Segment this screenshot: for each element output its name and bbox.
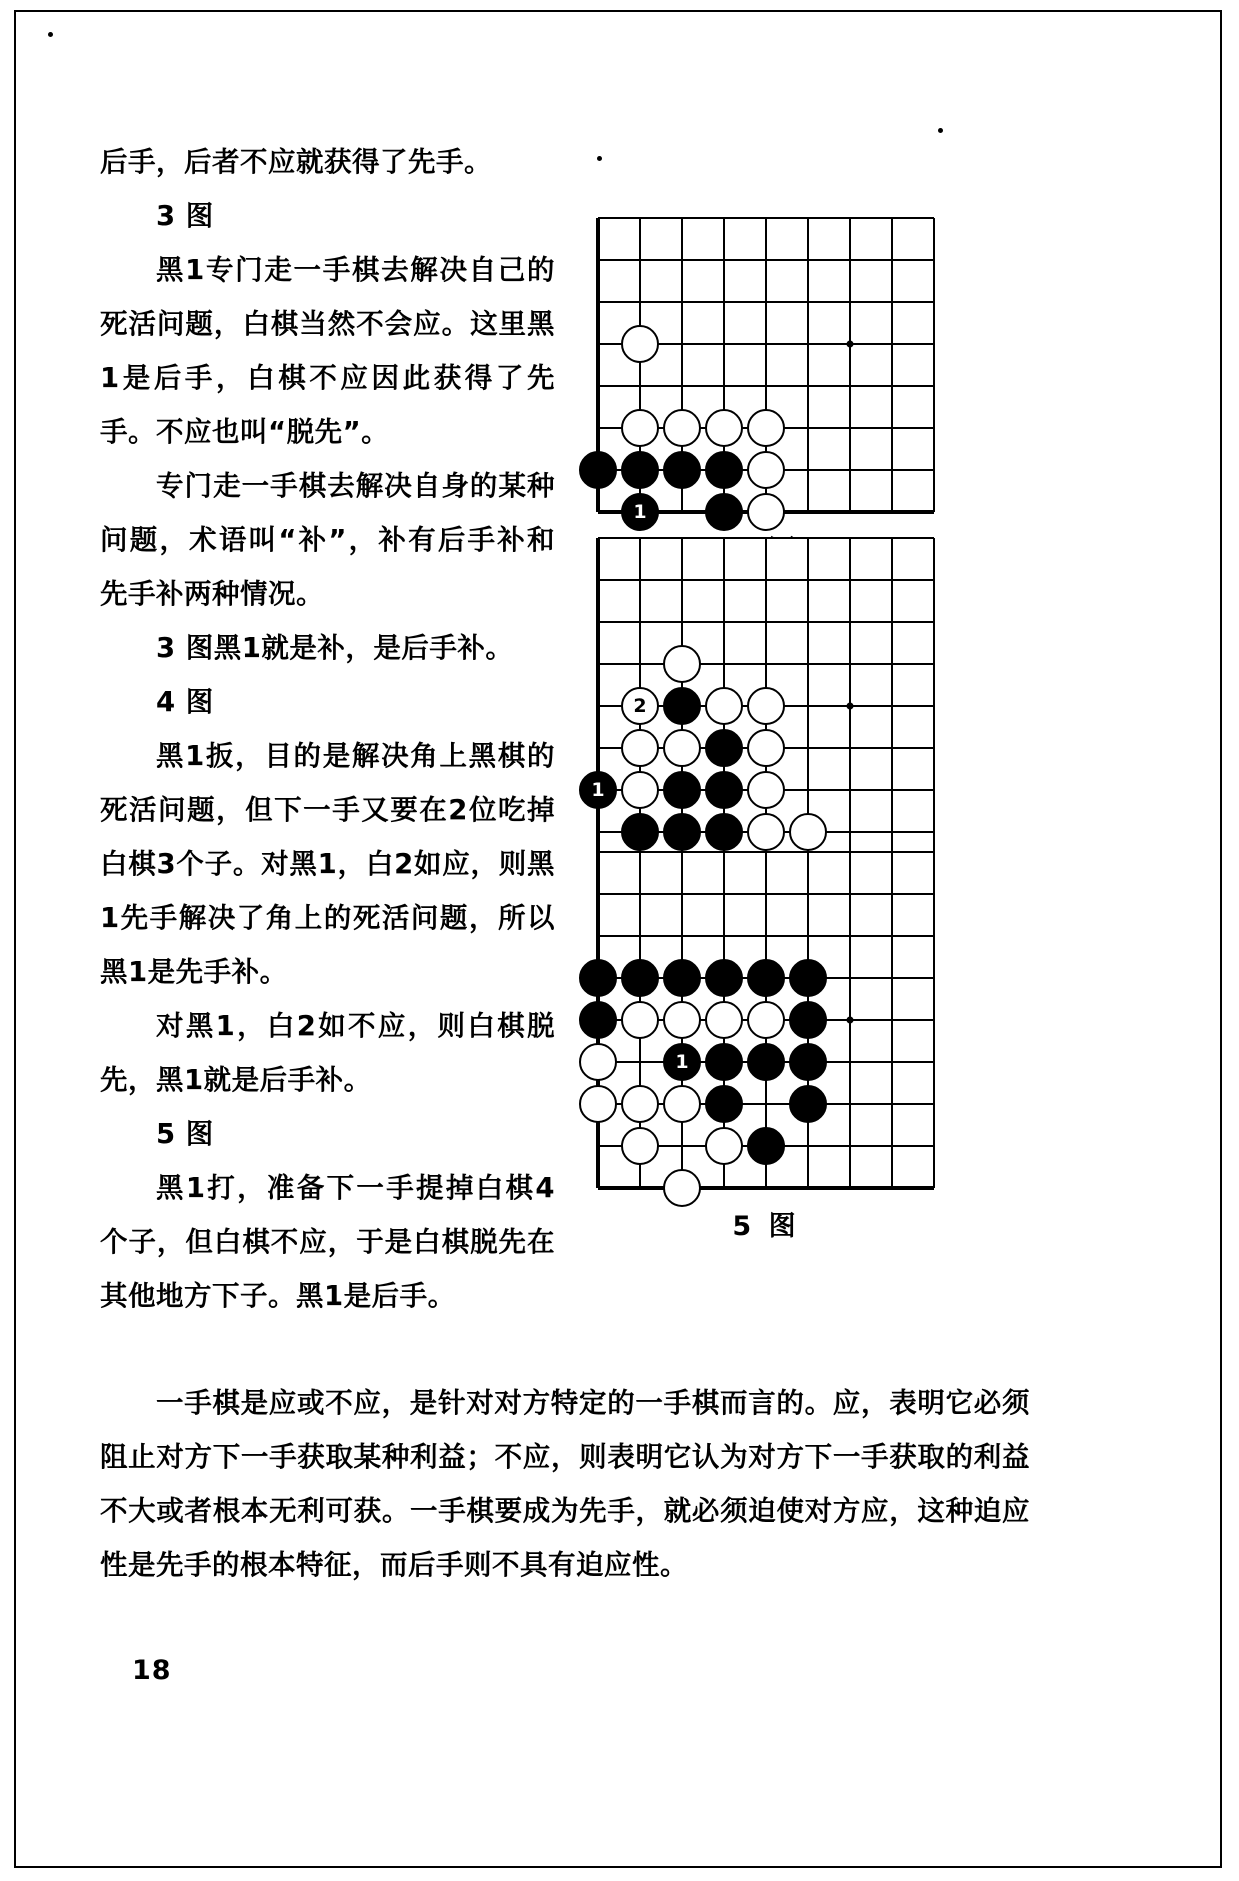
p-bu-definition: 专门走一手棋去解决自身的某种问题，术语叫“补”，补有后手补和先手补两种情况。: [100, 470, 555, 610]
black-stone: [579, 959, 617, 997]
white-stone: [747, 729, 785, 767]
black-stone: [705, 451, 743, 489]
white-stone: [663, 729, 701, 767]
hoshi-point: [847, 1017, 854, 1024]
black-stone: [705, 493, 743, 531]
p-fig4-alt: 对黑1，白2如不应，则白棋脱先，黑1就是后手补。: [100, 1010, 555, 1096]
diagram-4-board: [591, 538, 934, 874]
board-grid-line-vertical: [933, 538, 935, 874]
page-number: 18: [132, 1655, 172, 1686]
board-grid-line-vertical: [891, 538, 893, 874]
white-stone: [747, 771, 785, 809]
white-stone: [621, 729, 659, 767]
white-stone: [621, 1127, 659, 1165]
black-stone: [579, 771, 617, 809]
scan-speck: [938, 128, 943, 133]
black-stone: [621, 493, 659, 531]
diagram-3: [598, 218, 934, 523]
black-stone: [705, 771, 743, 809]
black-stone: [705, 959, 743, 997]
diagram-4: [591, 538, 934, 874]
stone-move-number: 2: [633, 694, 647, 717]
black-stone: [663, 451, 701, 489]
black-stone: [663, 813, 701, 851]
fig3-label: 3 图: [156, 200, 214, 232]
white-stone: [747, 451, 785, 489]
white-stone: [663, 409, 701, 447]
white-stone: [621, 325, 659, 363]
diagram-5: [598, 852, 934, 1242]
black-stone: [705, 1085, 743, 1123]
board-grid-line-vertical: [807, 218, 809, 512]
stone-move-number: 1: [591, 778, 605, 801]
board-grid-line-vertical: [933, 218, 935, 512]
black-stone: [747, 1043, 785, 1081]
black-stone: [579, 451, 617, 489]
black-stone: [747, 959, 785, 997]
white-stone: [621, 687, 659, 725]
black-stone: [663, 959, 701, 997]
fig3-body: 黑1专门走一手棋去解决自己的死活问题，白棋当然不会应。这里黑1是后手，白棋不应因此获得了先手。不应也叫“脱先”。: [100, 254, 555, 448]
white-stone: [747, 687, 785, 725]
board-grid-line-vertical: [596, 538, 600, 874]
hoshi-point: [847, 341, 854, 348]
scan-speck: [48, 32, 53, 37]
black-stone: [705, 1043, 743, 1081]
fig4-body: 黑1扳，目的是解决角上黑棋的死活问题，但下一手又要在2位吃掉白棋3个子。对黑1，白2如应，则黑1先手解决了角上的死活问题，所以黑1是先手补。: [100, 740, 555, 988]
scan-speck: [597, 156, 602, 161]
white-stone: [747, 409, 785, 447]
white-stone: [747, 1001, 785, 1039]
white-stone: [705, 1001, 743, 1039]
main-text-column: [100, 135, 555, 1323]
hoshi-point: [847, 703, 854, 710]
black-stone: [621, 451, 659, 489]
black-stone: [621, 813, 659, 851]
fig4-label: 4 图: [156, 686, 214, 718]
black-stone: [663, 687, 701, 725]
black-stone: [705, 813, 743, 851]
board-grid-line-vertical: [849, 218, 851, 512]
fig5-body: 黑1打，准备下一手提掉白棋4个子，但白棋不应，于是白棋脱先在其他地方下子。黑1是后手。: [100, 1172, 555, 1312]
fig5-label: 5 图: [156, 1118, 214, 1150]
white-stone: [579, 1085, 617, 1123]
black-stone: [621, 959, 659, 997]
white-stone: [663, 645, 701, 683]
white-stone: [747, 813, 785, 851]
black-stone: [789, 959, 827, 997]
white-stone: [789, 813, 827, 851]
stone-move-number: 1: [633, 500, 647, 523]
p-closing: 一手棋是应或不应，是针对对方特定的一手棋而言的。应，表明它必须阻止对方下一手获取某种利益；不应，则表明它认为对方下一手获取的利益不大或者根本无利可获。一手棋要成为先手，就必须迫使对方应，这种迫应性是先手的根本特征，而后手则不具有迫应性。: [100, 1387, 1030, 1581]
black-stone: [747, 1127, 785, 1165]
black-stone: [789, 1085, 827, 1123]
diagram-5-caption: 5 图: [732, 1211, 800, 1242]
white-stone: [621, 1085, 659, 1123]
black-stone: [579, 1001, 617, 1039]
white-stone: [621, 771, 659, 809]
white-stone: [663, 1085, 701, 1123]
black-stone: [705, 729, 743, 767]
stone-move-number: 1: [675, 1050, 689, 1073]
white-stone: [705, 687, 743, 725]
white-stone: [663, 1001, 701, 1039]
white-stone: [705, 1127, 743, 1165]
p-continuation: 后手，后者不应就获得了先手。: [100, 146, 492, 178]
p-fig3-summary: 3 图黑1就是补，是后手补。: [156, 632, 514, 664]
white-stone: [705, 409, 743, 447]
black-stone: [789, 1043, 827, 1081]
black-stone: [663, 771, 701, 809]
white-stone: [579, 1043, 617, 1081]
white-stone: [621, 1001, 659, 1039]
board-grid-line-vertical: [933, 852, 935, 1188]
diagram-3-board: [598, 218, 934, 523]
white-stone: [663, 1169, 701, 1207]
black-stone: [663, 1043, 701, 1081]
black-stone: [789, 1001, 827, 1039]
board-grid-line-vertical: [891, 852, 893, 1188]
closing-text-block: [100, 1376, 1030, 1592]
board-grid-line-vertical: [891, 218, 893, 512]
diagram-5-board: [598, 852, 934, 1188]
white-stone: [747, 493, 785, 531]
white-stone: [621, 409, 659, 447]
